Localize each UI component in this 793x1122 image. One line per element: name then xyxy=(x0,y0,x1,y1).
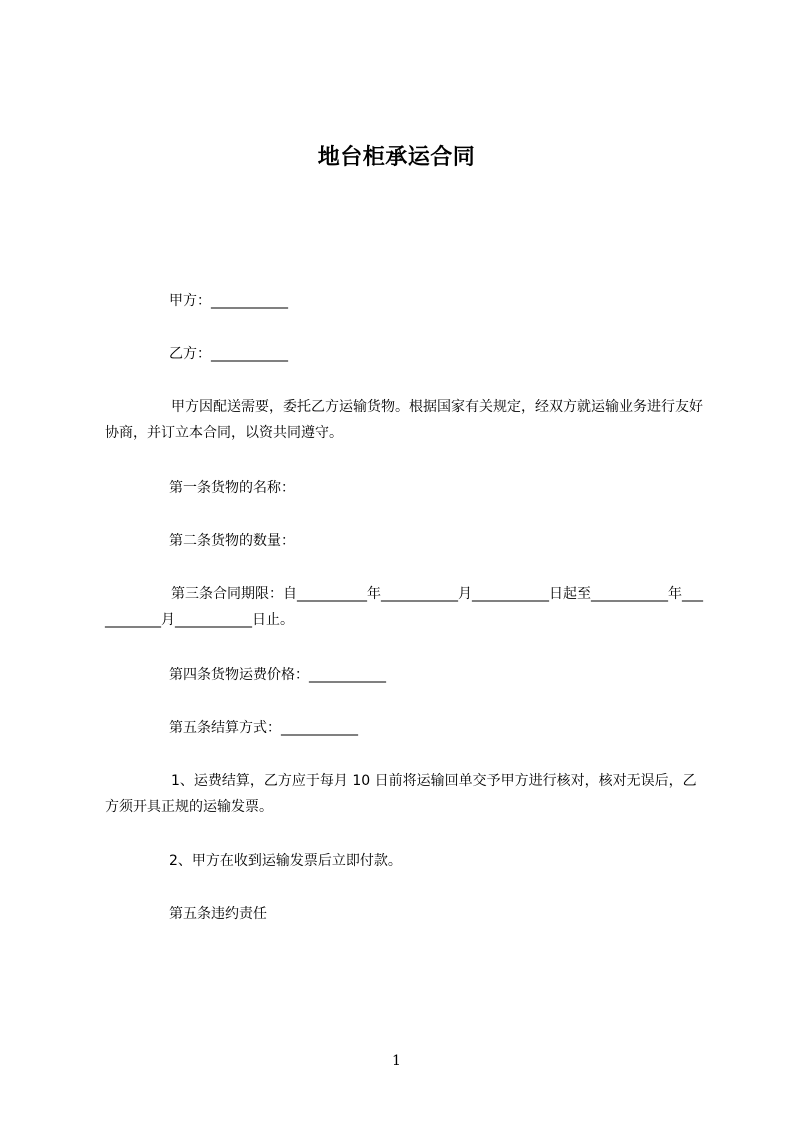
article-3-contract-term: 第三条合同期限：自__________年___________月___________日起至___________年___________月___________日止。 xyxy=(105,586,703,628)
page-number: 1 xyxy=(392,1053,401,1069)
article-5-settlement-method: 第五条结算方式：___________ xyxy=(169,720,358,736)
settlement-clause-1: 1、运费结算，乙方应于每月 10 日前将运输回单交予甲方进行核对，核对无误后，乙方须开具正规的运输发票。 xyxy=(105,773,697,815)
article-1-goods-name: 第一条货物的名称： xyxy=(169,480,295,496)
settlement-clause-2: 2、甲方在收到运输发票后立即付款。 xyxy=(169,853,402,869)
document-title: 地台柜承运合同 xyxy=(317,145,476,170)
party-a-line: 甲方：___________ xyxy=(169,293,288,309)
party-b-line: 乙方：___________ xyxy=(169,346,288,362)
article-4-freight-price: 第四条货物运费价格：___________ xyxy=(169,667,386,683)
article-2-goods-quantity: 第二条货物的数量： xyxy=(169,533,295,549)
article-5-breach-liability: 第五条违约责任 xyxy=(169,906,267,922)
preamble-paragraph: 甲方因配送需要，委托乙方运输货物。根据国家有关规定，经双方就运输业务进行友好协商，并订立本合同，以资共同遵守。 xyxy=(105,399,703,441)
